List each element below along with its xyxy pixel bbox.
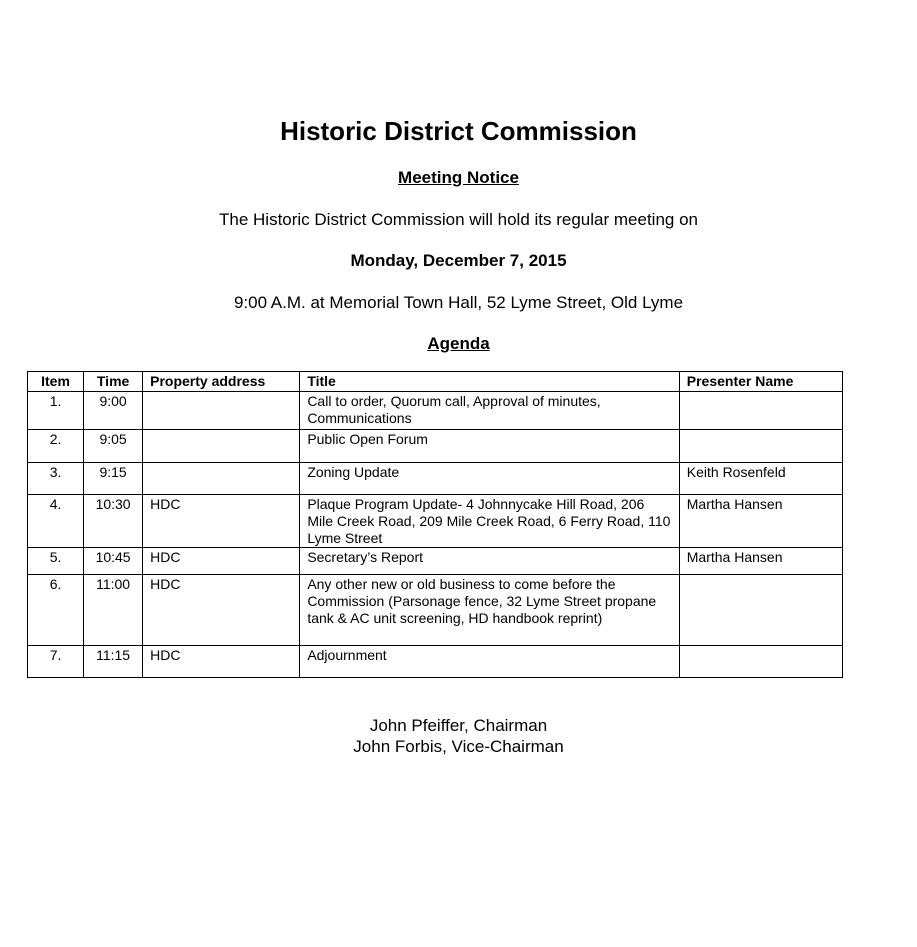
agenda-heading: Agenda <box>427 334 490 353</box>
cell-time: 11:00 <box>84 575 143 646</box>
cell-time: 10:45 <box>84 548 143 575</box>
cell-time: 9:05 <box>84 430 143 463</box>
column-header-item: Item <box>28 372 84 392</box>
cell-presenter: Martha Hansen <box>679 548 842 575</box>
cell-title: Zoning Update <box>300 463 679 495</box>
meeting-location: 9:00 A.M. at Memorial Town Hall, 52 Lyme Street, Old Lyme <box>233 293 684 312</box>
cell-presenter <box>679 575 842 646</box>
cell-item: 4. <box>28 495 84 548</box>
cell-time: 9:15 <box>84 463 143 495</box>
cell-item: 2. <box>28 430 84 463</box>
intro-text: The Historic District Commission will hold its regular meeting on <box>219 210 698 229</box>
table-row <box>28 430 843 463</box>
cell-item: 7. <box>28 646 84 678</box>
chairman-signature: John Pfeiffer, Chairman <box>369 716 548 735</box>
cell-time: 9:00 <box>84 392 143 430</box>
table-header-row <box>28 372 843 392</box>
table-row <box>28 495 843 548</box>
cell-title: Any other new or old business to come before the Commission (Parsonage fence, 32 Lyme Street propane tank & AC unit screening, HD handbook reprint) <box>300 575 679 646</box>
cell-title: Public Open Forum <box>300 430 679 463</box>
table-row <box>28 548 843 575</box>
column-header-property-address: Property address <box>143 372 300 392</box>
cell-title: Secretary’s Report <box>300 548 679 575</box>
table-row <box>28 392 843 430</box>
column-header-presenter-name: Presenter Name <box>679 372 842 392</box>
cell-presenter: Martha Hansen <box>679 495 842 548</box>
agenda-table <box>27 371 843 678</box>
cell-presenter: Keith Rosenfeld <box>679 463 842 495</box>
cell-address <box>143 463 300 495</box>
table-row <box>28 575 843 646</box>
cell-item: 5. <box>28 548 84 575</box>
document-title: Historic District Commission <box>280 116 637 146</box>
cell-item: 3. <box>28 463 84 495</box>
vice-chairman-signature: John Forbis, Vice-Chairman <box>353 737 564 756</box>
meeting-notice-heading: Meeting Notice <box>398 168 519 187</box>
cell-address <box>143 392 300 430</box>
cell-presenter <box>679 430 842 463</box>
table-row <box>28 463 843 495</box>
cell-time: 11:15 <box>84 646 143 678</box>
cell-address: HDC <box>143 575 300 646</box>
cell-title: Adjournment <box>300 646 679 678</box>
meeting-date: Monday, December 7, 2015 <box>350 251 567 270</box>
cell-address: HDC <box>143 548 300 575</box>
cell-time: 10:30 <box>84 495 143 548</box>
cell-item: 6. <box>28 575 84 646</box>
column-header-title: Title <box>300 372 679 392</box>
cell-presenter <box>679 392 842 430</box>
cell-title: Plaque Program Update- 4 Johnnycake Hill Road, 206 Mile Creek Road, 209 Mile Creek Road, 6 Ferry Road, 110 Lyme Street <box>300 495 679 548</box>
table-row <box>28 646 843 678</box>
column-header-time: Time <box>84 372 143 392</box>
cell-presenter <box>679 646 842 678</box>
cell-address: HDC <box>143 495 300 548</box>
cell-address <box>143 430 300 463</box>
cell-item: 1. <box>28 392 84 430</box>
cell-title: Call to order, Quorum call, Approval of minutes, Communications <box>300 392 679 430</box>
cell-address: HDC <box>143 646 300 678</box>
